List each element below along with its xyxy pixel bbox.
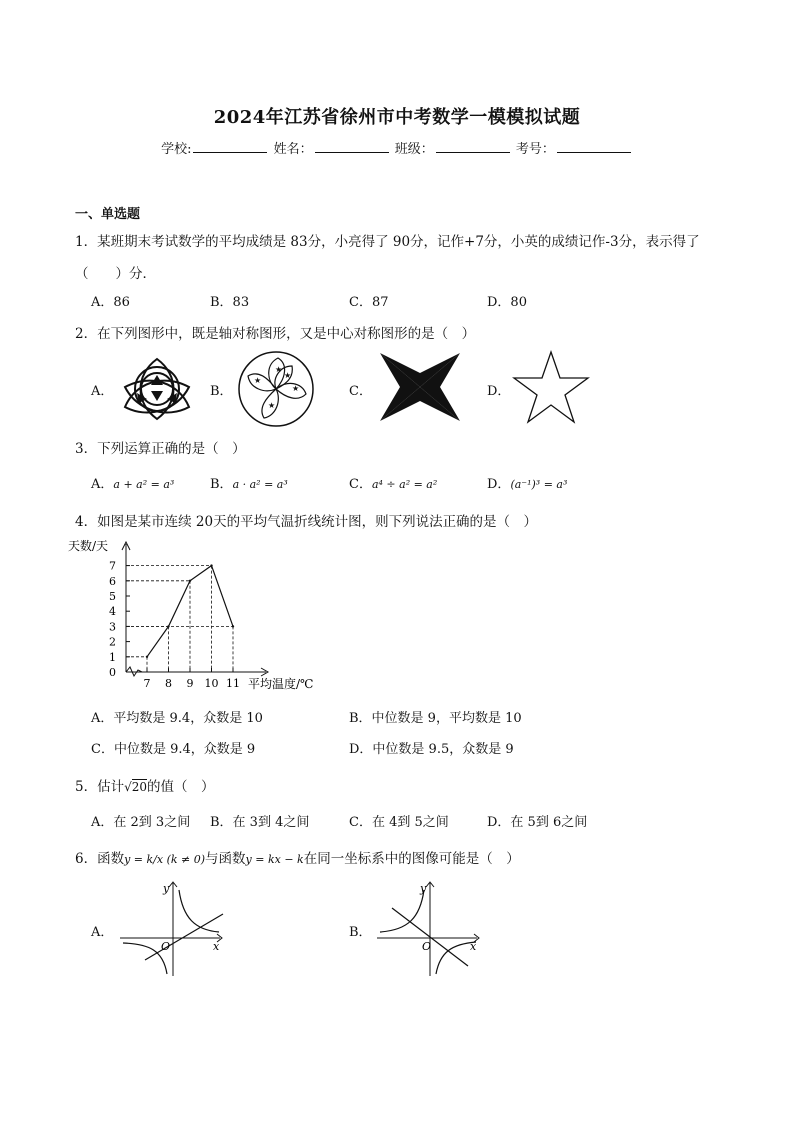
q2-option-c[interactable]: C．: [349, 384, 372, 399]
x-tick-label: 8: [165, 677, 172, 690]
y-tick-label: 7: [109, 559, 116, 573]
origin-label: O: [422, 940, 432, 953]
q3-formula-b: a · a² = a³: [232, 478, 288, 491]
question-number: 4．: [75, 514, 98, 530]
question-5: 5．估计√20的值（ ）: [75, 779, 215, 795]
y-tick-label: 4: [109, 605, 116, 619]
y-tick-label: 0: [109, 666, 116, 679]
triquetra-figure: [117, 353, 197, 425]
function-1: y = k/x (k ≠ 0): [124, 853, 206, 866]
svg-text:★: ★: [254, 376, 262, 385]
temperature-line-chart: [66, 536, 346, 696]
field-number: 考号：: [515, 142, 555, 157]
page-title: 2024年江苏省徐州市中考数学一模模拟试题: [213, 107, 581, 128]
q2-option-b[interactable]: B．: [210, 384, 233, 399]
data-point: [210, 564, 212, 566]
y-tick-label: 1: [109, 650, 116, 664]
question-text: 下列运算正确的是（ ）: [97, 441, 246, 457]
x-tick-label: 11: [226, 677, 240, 690]
question-number: 1．: [75, 234, 98, 250]
question-1: [75, 230, 700, 250]
radical-sign-icon: √: [124, 780, 132, 794]
q1-option-b[interactable]: B．83: [210, 295, 250, 310]
q3-formula-a: a + a² = a³: [113, 478, 175, 491]
data-point: [167, 625, 169, 627]
sqrt-expression: √20: [124, 780, 148, 794]
q6-option-b[interactable]: B．: [349, 925, 372, 940]
question-number: 6．: [75, 851, 98, 867]
question-text: 某班期末考试数学的平均成绩是 83分，小亮得了 90分，记作+7分，小英的成绩记作-3分，表示得了: [97, 234, 700, 250]
q4-option-a[interactable]: A．平均数是 9.4，众数是 10: [91, 711, 263, 726]
q4-option-d[interactable]: D．中位数是 9.5，众数是 9: [349, 742, 514, 757]
q1-option-c[interactable]: C．87: [349, 295, 389, 310]
q4-option-c[interactable]: C．中位数是 9.4，众数是 9: [91, 742, 256, 757]
question-4: [75, 510, 537, 530]
y-tick-label: 5: [109, 590, 116, 603]
blank-name[interactable]: [315, 140, 389, 153]
blank-class[interactable]: [436, 140, 510, 153]
q3-option-c[interactable]: C．a⁴ ÷ a² = a²: [349, 477, 438, 492]
y-tick-label: 6: [109, 574, 116, 588]
x-axis-title: 平均温度/℃: [248, 677, 314, 691]
q6-option-a[interactable]: A．: [91, 925, 114, 940]
q5-option-c[interactable]: C．在 4到 5之间: [349, 815, 449, 830]
blank-number[interactable]: [557, 140, 631, 153]
origin-label: O: [161, 940, 171, 953]
question-number: 2．: [75, 326, 98, 342]
q3-option-b[interactable]: B．a · a² = a³: [210, 477, 288, 492]
x-tick-label: 7: [143, 677, 151, 690]
y-axis-label: y: [163, 882, 170, 895]
q1-option-d[interactable]: D．80: [487, 295, 527, 310]
question-number: 5．: [75, 779, 98, 795]
q5-option-a[interactable]: A．在 2到 3之间: [91, 815, 191, 830]
function-2: y = kx − k: [245, 853, 304, 866]
field-class: 班级：: [394, 142, 434, 157]
data-point: [146, 656, 148, 658]
svg-text:★: ★: [292, 384, 300, 393]
y-axis-label: y: [420, 882, 427, 895]
q5-option-b[interactable]: B．在 3到 4之间: [210, 815, 310, 830]
q5-option-d[interactable]: D．在 5到 6之间: [487, 815, 588, 830]
data-point: [232, 625, 234, 627]
blank-school[interactable]: [193, 140, 267, 153]
q6-graph-a: [115, 878, 230, 978]
x-tick-label: 10: [204, 677, 219, 690]
y-tick-label: 3: [109, 620, 116, 634]
kite-figure: [380, 353, 460, 421]
q4-option-b[interactable]: B．中位数是 9，平均数是 10: [349, 711, 522, 726]
x-axis-label: x: [470, 940, 477, 953]
svg-text:★: ★: [284, 371, 292, 380]
data-point: [189, 580, 191, 582]
question-text: 在下列图形中，既是轴对称图形，又是中心对称图形的是（ ）: [97, 326, 476, 342]
bauhinia-figure: [236, 350, 316, 428]
field-school: 学校:: [161, 142, 192, 157]
q3-option-a[interactable]: A．a + a² = a³: [91, 477, 175, 492]
question-2: [75, 322, 475, 342]
svg-text:★: ★: [268, 401, 276, 410]
section-heading: 一、单选题: [75, 207, 141, 222]
star-figure: [512, 350, 590, 424]
y-axis-title: 天数/天: [68, 539, 109, 553]
y-tick-label: 2: [109, 635, 116, 649]
student-info-line: [0, 138, 794, 157]
x-axis-label: x: [213, 940, 220, 953]
question-number: 3．: [75, 441, 98, 457]
q6-graph-b: [372, 878, 487, 978]
q3-formula-c: a⁴ ÷ a² = a²: [371, 478, 438, 491]
q3-option-d[interactable]: D．(a⁻¹)³ = a³: [487, 477, 568, 492]
question-1-line2: （ ）分．: [75, 266, 156, 282]
q3-formula-d: (a⁻¹)³ = a³: [510, 478, 568, 491]
q1-option-a[interactable]: A．86: [91, 295, 130, 310]
question-6: 6．函数y = k/x (k ≠ 0)与函数y = kx − k在同一坐标系中的图像可能是（ ）: [75, 851, 520, 867]
field-name: 姓名：: [273, 142, 313, 157]
q2-option-a[interactable]: A．: [91, 384, 114, 399]
x-tick-label: 9: [186, 677, 194, 690]
q2-option-d[interactable]: D．: [487, 384, 511, 399]
question-3: [75, 437, 246, 457]
question-text: 如图是某市连续 20天的平均气温折线统计图，则下列说法正确的是（ ）: [97, 514, 538, 530]
svg-text:★: ★: [275, 365, 283, 374]
